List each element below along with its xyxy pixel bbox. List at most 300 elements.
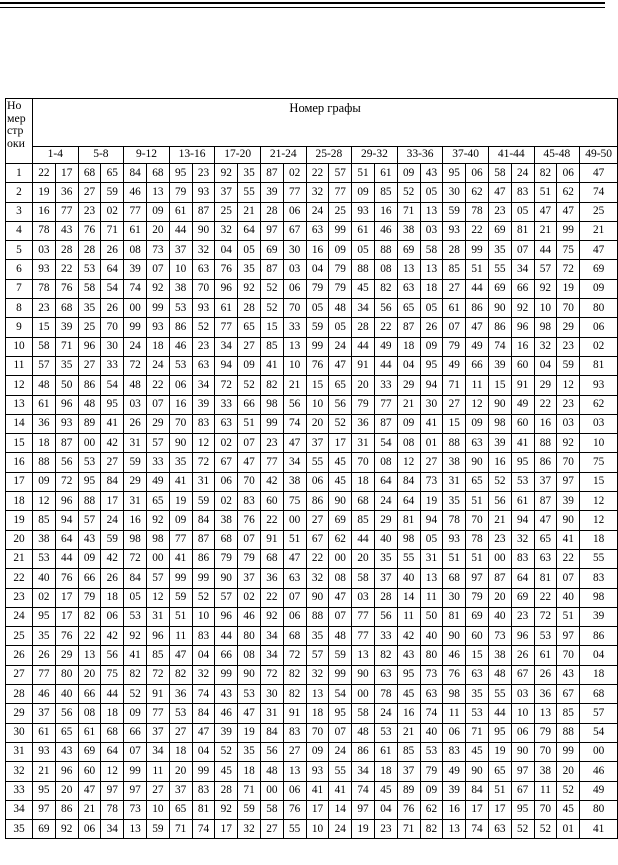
number-cell: 09 — [420, 337, 443, 356]
number-cell: 16 — [306, 241, 329, 260]
number-cell: 14 — [397, 588, 420, 607]
number-cell: 76 — [443, 665, 466, 684]
number-cell: 72 — [260, 665, 283, 684]
number-cell: 20 — [352, 376, 375, 395]
number-cell: 03 — [580, 414, 618, 433]
number-cell: 77 — [352, 607, 375, 626]
number-cell: 00 — [488, 549, 511, 568]
number-cell: 64 — [397, 492, 420, 511]
number-cell: 94 — [420, 376, 443, 395]
number-cell: 60 — [466, 627, 489, 646]
number-cell: 60 — [260, 492, 283, 511]
number-cell: 47 — [283, 549, 306, 568]
number-cell: 99 — [557, 221, 580, 240]
number-cell: 29 — [374, 511, 397, 530]
number-cell: 76 — [215, 260, 238, 279]
number-cell: 87 — [397, 318, 420, 337]
number-cell: 60 — [511, 356, 534, 375]
number-cell: 12 — [397, 453, 420, 472]
number-cell: 13 — [397, 260, 420, 279]
number-cell: 51 — [466, 492, 489, 511]
number-cell: 24 — [101, 511, 124, 530]
number-cell: 09 — [306, 742, 329, 761]
number-cell: 63 — [466, 665, 489, 684]
number-cell: 60 — [511, 414, 534, 433]
number-cell: 38 — [33, 530, 56, 549]
number-cell: 68 — [215, 530, 238, 549]
number-cell: 52 — [534, 820, 557, 839]
number-cell: 15 — [443, 414, 466, 433]
number-cell: 88 — [33, 453, 56, 472]
number-cell: 77 — [283, 183, 306, 202]
number-cell: 76 — [55, 279, 78, 298]
table-row — [6, 607, 618, 626]
number-cell: 86 — [169, 318, 192, 337]
number-cell: 41 — [169, 549, 192, 568]
number-cell: 43 — [215, 685, 238, 704]
number-cell: 49 — [146, 472, 169, 491]
number-cell: 47 — [557, 202, 580, 221]
number-cell: 11 — [420, 588, 443, 607]
number-cell: 48 — [488, 665, 511, 684]
number-cell: 40 — [33, 569, 56, 588]
number-cell: 23 — [33, 299, 56, 318]
number-cell: 93 — [33, 260, 56, 279]
number-cell: 35 — [169, 453, 192, 472]
number-cell: 18 — [146, 337, 169, 356]
number-cell: 39 — [580, 607, 618, 626]
number-cell: 34 — [260, 646, 283, 665]
number-cell: 46 — [33, 685, 56, 704]
number-cell: 37 — [238, 569, 261, 588]
number-cell: 66 — [238, 395, 261, 414]
number-cell: 21 — [78, 800, 101, 819]
number-cell: 62 — [420, 800, 443, 819]
number-cell: 81 — [397, 511, 420, 530]
number-cell: 98 — [488, 414, 511, 433]
number-cell: 93 — [146, 318, 169, 337]
number-cell: 45 — [397, 685, 420, 704]
table-row — [6, 376, 618, 395]
number-cell: 77 — [33, 665, 56, 684]
number-cell: 74 — [580, 183, 618, 202]
number-cell: 95 — [511, 800, 534, 819]
number-cell: 84 — [101, 472, 124, 491]
number-cell: 03 — [124, 395, 147, 414]
number-cell: 06 — [283, 781, 306, 800]
number-cell: 24 — [146, 356, 169, 375]
number-cell: 05 — [306, 299, 329, 318]
number-cell: 63 — [420, 685, 443, 704]
number-cell: 17 — [55, 164, 78, 183]
number-cell: 51 — [443, 549, 466, 568]
number-cell: 36 — [169, 685, 192, 704]
number-cell: 20 — [78, 665, 101, 684]
number-cell: 18 — [169, 742, 192, 761]
number-cell: 51 — [466, 260, 489, 279]
number-cell: 85 — [557, 704, 580, 723]
number-cell: 77 — [124, 202, 147, 221]
number-cell: 06 — [557, 164, 580, 183]
number-cell: 61 — [511, 492, 534, 511]
number-cell: 27 — [169, 723, 192, 742]
number-cell: 31 — [352, 434, 375, 453]
number-cell: 18 — [306, 704, 329, 723]
number-cell: 87 — [488, 569, 511, 588]
number-cell: 69 — [397, 241, 420, 260]
number-cell: 37 — [397, 762, 420, 781]
number-cell: 89 — [397, 781, 420, 800]
number-cell: 81 — [580, 356, 618, 375]
number-cell: 02 — [215, 492, 238, 511]
row-number-header-line: стр — [7, 123, 24, 138]
number-cell: 20 — [55, 781, 78, 800]
number-cell: 24 — [374, 704, 397, 723]
row-number-cell: 21 — [6, 549, 33, 568]
number-cell: 13 — [283, 762, 306, 781]
number-cell: 53 — [466, 704, 489, 723]
number-cell: 18 — [101, 704, 124, 723]
table-row — [6, 434, 618, 453]
number-cell: 96 — [55, 395, 78, 414]
number-cell: 83 — [238, 492, 261, 511]
number-cell: 17 — [55, 588, 78, 607]
number-cell: 43 — [557, 665, 580, 684]
number-cell: 98 — [124, 530, 147, 549]
number-cell: 23 — [260, 434, 283, 453]
number-cell: 07 — [238, 530, 261, 549]
number-cell: 90 — [306, 588, 329, 607]
number-cell: 43 — [55, 221, 78, 240]
number-cell: 56 — [374, 607, 397, 626]
number-cell: 97 — [352, 800, 375, 819]
number-cell: 71 — [169, 820, 192, 839]
table-row — [6, 530, 618, 549]
number-cell: 12 — [580, 511, 618, 530]
table-row — [6, 337, 618, 356]
number-cell: 86 — [352, 742, 375, 761]
number-cell: 70 — [306, 723, 329, 742]
number-cell: 85 — [260, 337, 283, 356]
number-cell: 00 — [329, 549, 352, 568]
number-cell: 42 — [101, 627, 124, 646]
number-cell: 65 — [55, 723, 78, 742]
number-cell: 75 — [557, 241, 580, 260]
number-cell: 35 — [33, 627, 56, 646]
number-cell: 97 — [466, 569, 489, 588]
number-cell: 64 — [55, 530, 78, 549]
number-cell: 44 — [352, 337, 375, 356]
number-cell: 48 — [352, 723, 375, 742]
number-cell: 98 — [397, 530, 420, 549]
number-cell: 08 — [374, 453, 397, 472]
number-cell: 61 — [124, 221, 147, 240]
number-cell: 72 — [124, 549, 147, 568]
number-cell: 51 — [466, 549, 489, 568]
number-cell: 47 — [534, 202, 557, 221]
number-cell: 49 — [466, 337, 489, 356]
number-cell: 52 — [215, 742, 238, 761]
number-cell: 77 — [55, 202, 78, 221]
number-cell: 21 — [283, 376, 306, 395]
table-row — [6, 395, 618, 414]
number-cell: 08 — [374, 260, 397, 279]
number-cell: 22 — [260, 511, 283, 530]
number-cell: 45 — [329, 472, 352, 491]
number-cell: 98 — [443, 685, 466, 704]
number-cell: 67 — [511, 665, 534, 684]
number-cell: 79 — [534, 723, 557, 742]
number-cell: 33 — [374, 627, 397, 646]
number-cell: 30 — [420, 395, 443, 414]
number-cell: 58 — [33, 337, 56, 356]
number-cell: 99 — [124, 762, 147, 781]
number-cell: 65 — [466, 472, 489, 491]
number-cell: 79 — [329, 260, 352, 279]
number-cell: 79 — [352, 395, 375, 414]
number-cell: 79 — [78, 588, 101, 607]
number-cell: 81 — [443, 607, 466, 626]
row-number-cell: 30 — [6, 723, 33, 742]
number-cell: 17 — [101, 492, 124, 511]
number-cell: 45 — [374, 781, 397, 800]
number-cell: 83 — [511, 549, 534, 568]
number-cell: 46 — [124, 183, 147, 202]
number-cell: 57 — [580, 704, 618, 723]
number-cell: 01 — [420, 434, 443, 453]
number-cell: 34 — [260, 627, 283, 646]
number-cell: 57 — [534, 260, 557, 279]
number-cell: 35 — [443, 492, 466, 511]
number-cell: 93 — [580, 376, 618, 395]
table-row — [6, 241, 618, 260]
number-cell: 96 — [215, 279, 238, 298]
number-cell: 63 — [192, 356, 215, 375]
number-cell: 19 — [420, 492, 443, 511]
number-cell: 92 — [511, 299, 534, 318]
row-number-cell: 7 — [6, 279, 33, 298]
number-cell: 96 — [78, 337, 101, 356]
number-cell: 05 — [420, 530, 443, 549]
number-cell: 46 — [580, 762, 618, 781]
number-cell: 23 — [192, 337, 215, 356]
number-cell: 53 — [534, 627, 557, 646]
table-row — [6, 356, 618, 375]
number-cell: 44 — [352, 530, 375, 549]
number-cell: 99 — [329, 221, 352, 240]
number-cell: 07 — [238, 434, 261, 453]
number-cell: 15 — [260, 318, 283, 337]
number-cell: 98 — [580, 588, 618, 607]
number-cell: 74 — [352, 781, 375, 800]
number-cell: 30 — [101, 337, 124, 356]
number-cell: 69 — [488, 221, 511, 240]
number-cell: 02 — [238, 588, 261, 607]
number-cell: 41 — [329, 781, 352, 800]
number-cell: 18 — [420, 279, 443, 298]
number-cell: 61 — [534, 646, 557, 665]
number-cell: 09 — [580, 279, 618, 298]
number-cell: 92 — [124, 627, 147, 646]
number-cell: 36 — [33, 414, 56, 433]
number-cell: 68 — [283, 627, 306, 646]
number-cell: 04 — [306, 260, 329, 279]
number-cell: 72 — [124, 356, 147, 375]
column-number-title: Номер графы — [33, 99, 618, 147]
number-cell: 44 — [466, 279, 489, 298]
number-cell: 31 — [443, 472, 466, 491]
number-cell: 61 — [374, 164, 397, 183]
number-cell: 91 — [511, 376, 534, 395]
number-cell: 66 — [215, 646, 238, 665]
number-cell: 07 — [146, 260, 169, 279]
number-cell: 79 — [306, 279, 329, 298]
number-cell: 77 — [329, 183, 352, 202]
number-cell: 22 — [557, 549, 580, 568]
number-cell: 34 — [511, 260, 534, 279]
row-number-cell: 5 — [6, 241, 33, 260]
column-group-header: 49-50 — [580, 147, 618, 164]
column-group-header: 17-20 — [215, 147, 261, 164]
number-cell: 38 — [397, 221, 420, 240]
column-group-header: 5-8 — [78, 147, 124, 164]
number-cell: 85 — [374, 183, 397, 202]
number-cell: 20 — [488, 588, 511, 607]
number-cell: 52 — [329, 414, 352, 433]
number-cell: 68 — [146, 164, 169, 183]
number-cell: 23 — [374, 820, 397, 839]
number-cell: 87 — [374, 414, 397, 433]
number-cell: 57 — [215, 588, 238, 607]
number-cell: 72 — [557, 260, 580, 279]
number-cell: 12 — [466, 395, 489, 414]
number-cell: 35 — [78, 299, 101, 318]
number-cell: 07 — [146, 395, 169, 414]
number-cell: 88 — [557, 723, 580, 742]
number-cell: 97 — [101, 781, 124, 800]
number-cell: 20 — [169, 762, 192, 781]
table-row — [6, 511, 618, 530]
number-cell: 17 — [215, 820, 238, 839]
number-cell: 31 — [260, 704, 283, 723]
number-cell: 05 — [352, 241, 375, 260]
number-cell: 51 — [238, 414, 261, 433]
number-cell: 40 — [488, 607, 511, 626]
number-cell: 21 — [33, 762, 56, 781]
row-number-cell: 27 — [6, 665, 33, 684]
number-cell: 91 — [146, 685, 169, 704]
number-cell: 23 — [192, 164, 215, 183]
number-cell: 99 — [260, 414, 283, 433]
number-cell: 56 — [260, 742, 283, 761]
number-cell: 29 — [124, 472, 147, 491]
number-cell: 99 — [192, 762, 215, 781]
number-cell: 15 — [466, 646, 489, 665]
number-cell: 50 — [420, 607, 443, 626]
number-cell: 62 — [466, 183, 489, 202]
number-cell: 18 — [238, 762, 261, 781]
number-cell: 00 — [146, 549, 169, 568]
number-cell: 69 — [580, 260, 618, 279]
number-cell: 97 — [557, 627, 580, 646]
number-cell: 77 — [169, 530, 192, 549]
number-cell: 23 — [557, 395, 580, 414]
number-cell: 17 — [306, 800, 329, 819]
number-cell: 57 — [33, 356, 56, 375]
number-cell: 39 — [124, 260, 147, 279]
number-cell: 67 — [283, 221, 306, 240]
number-cell: 47 — [192, 723, 215, 742]
number-cell: 22 — [534, 395, 557, 414]
number-cell: 62 — [557, 183, 580, 202]
number-cell: 36 — [260, 569, 283, 588]
number-cell: 83 — [580, 569, 618, 588]
number-cell: 48 — [260, 762, 283, 781]
number-cell: 80 — [580, 800, 618, 819]
row-number-cell: 15 — [6, 434, 33, 453]
number-cell: 58 — [488, 164, 511, 183]
number-cell: 34 — [101, 820, 124, 839]
number-cell: 29 — [146, 414, 169, 433]
number-cell: 23 — [557, 337, 580, 356]
number-cell: 84 — [124, 569, 147, 588]
number-cell: 32 — [306, 665, 329, 684]
number-cell: 52 — [192, 588, 215, 607]
number-cell: 99 — [124, 318, 147, 337]
number-cell: 28 — [78, 241, 101, 260]
number-cell: 33 — [146, 453, 169, 472]
number-cell: 70 — [192, 279, 215, 298]
number-cell: 92 — [215, 800, 238, 819]
number-cell: 28 — [238, 299, 261, 318]
number-cell: 95 — [420, 356, 443, 375]
number-cell: 10 — [306, 395, 329, 414]
row-number-cell: 17 — [6, 472, 33, 491]
number-cell: 49 — [374, 337, 397, 356]
number-cell: 10 — [534, 299, 557, 318]
number-cell: 22 — [260, 588, 283, 607]
number-cell: 97 — [557, 472, 580, 491]
number-cell: 90 — [238, 665, 261, 684]
number-cell: 20 — [146, 221, 169, 240]
number-cell: 46 — [169, 337, 192, 356]
number-cell: 28 — [443, 241, 466, 260]
number-cell: 49 — [443, 356, 466, 375]
number-cell: 08 — [238, 646, 261, 665]
number-cell: 30 — [260, 685, 283, 704]
number-cell: 53 — [78, 260, 101, 279]
number-cell: 14 — [329, 800, 352, 819]
number-cell: 91 — [352, 356, 375, 375]
number-cell: 69 — [33, 820, 56, 839]
number-cell: 15 — [306, 376, 329, 395]
column-group-header: 33-36 — [397, 147, 443, 164]
number-cell: 70 — [352, 453, 375, 472]
number-cell: 11 — [146, 762, 169, 781]
number-cell: 41 — [260, 356, 283, 375]
number-cell: 68 — [78, 164, 101, 183]
number-cell: 30 — [283, 241, 306, 260]
number-cell: 33 — [101, 356, 124, 375]
number-cell: 39 — [488, 434, 511, 453]
number-cell: 34 — [352, 762, 375, 781]
number-cell: 26 — [534, 665, 557, 684]
number-cell: 51 — [488, 781, 511, 800]
number-cell: 24 — [374, 492, 397, 511]
number-cell: 83 — [192, 627, 215, 646]
number-cell: 67 — [306, 530, 329, 549]
number-cell: 18 — [580, 665, 618, 684]
